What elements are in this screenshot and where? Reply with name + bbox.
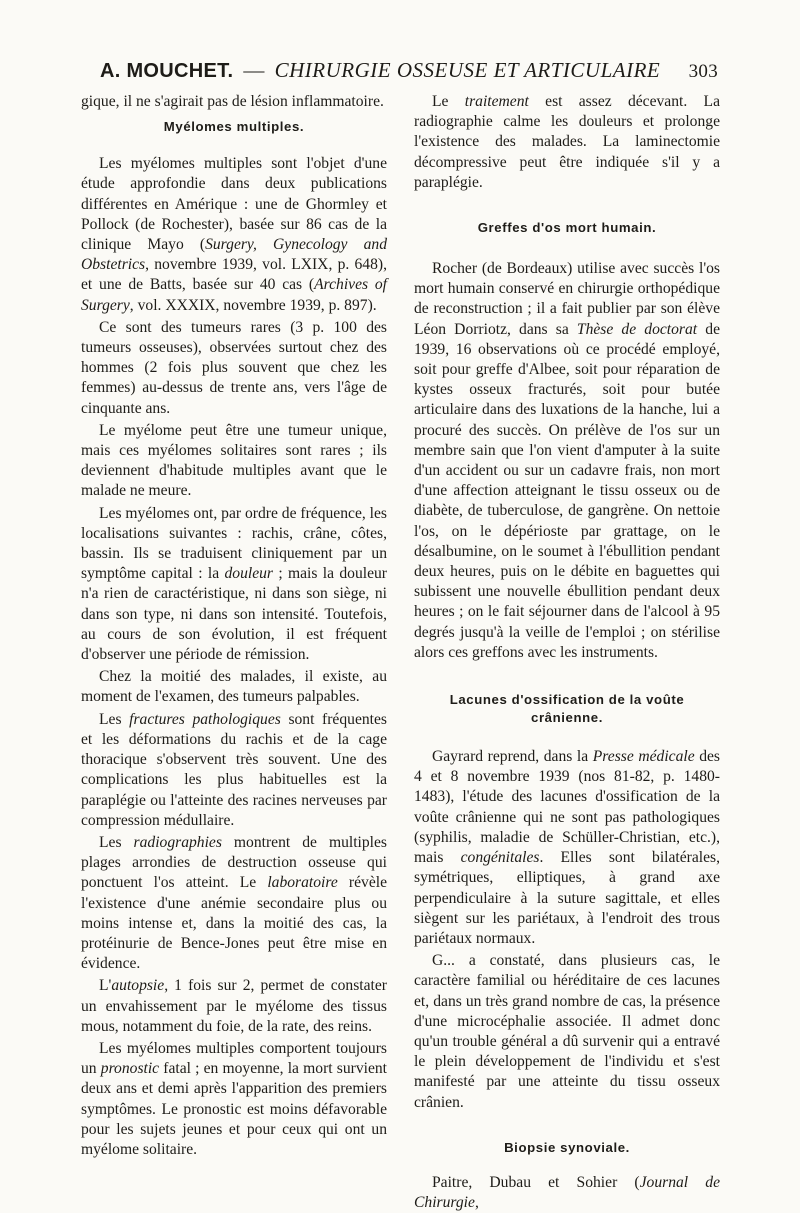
paragraph: Le traitement est assez décevant. La radiographie calme les douleurs et prolonge l'existence des malades. La laminectomie décompressive peut être indiquée s'il y a paraplégie. xyxy=(414,93,720,191)
paragraph: G... a constaté, dans plusieurs cas, le caractère familial ou héréditaire de ces lacunes et, dans un très grand nombre de cas, la présence d'une microcéphalie associée. Il admet donc qu'un trouble général a dû survenir qui a entravé le plein développement de l'individu et s'est manifesté par une atteinte du tissu osseux crânien. xyxy=(414,952,720,1111)
paragraph: Les fractures pathologiques sont fréquentes et les déformations du rachis et de la cage thoracique s'observent très souvent. Une des complications les plus habituelles est la paraplégie ou l'atteinte des racines nerveuses par compression médullaire. xyxy=(81,710,387,829)
section-heading-greffes: Greffes d'os mort humain. xyxy=(477,220,657,236)
section-heading-lacunes: Lacunes d'ossification de la voûte crânienne. xyxy=(449,692,685,726)
paragraph: Rocher (de Bordeaux) utilise avec succès l'os mort humain conservé en chirurgie orthopédique de reconstruction ; il a fait publier par son élève Léon Dorriotz, dans sa Thèse de doctorat de 1939, 16 observations où ce procédé employé, soit pour greffe d'Albee, soit pour réparation de kystes osseux fracturés, soit pour butée articulaire dans des luxations de la hanche, lui a procuré des succès. On prélève de l'os sur un membre sain que l'on vient d'amputer à la suite d'un accident ou sur un cadavre frais, non mort d'une affection atteignant le tissu osseux ou de diabète, de tuberculose, de gangrène. On nettoie l'os, on le dépériostе par grattage, on le désalbumine, on le soumet à l'ébullition pendant deux heures, puis on le débite en baguettes qui subissent une nouvelle ébullition pendant deux heures ; on le fait séjourner dans de l'alcool à 95 degrés jusqu'à la veille de l'emploi ; on stérilise alors ces greffons avec les instruments. xyxy=(414,260,720,661)
paragraph: Gayrard reprend, dans la Presse médicale des 4 et 8 novembre 1939 (nos 81-82, p. 1480-1483), l'étude des lacunes d'ossification de la voûte crânienne qui ne sont pas pathologiques (syphilis, maladie de Schüller-Christian, etc.), mais congénitales. Elles sont bilatérales, symétriques, elliptiques, à grand axe perpendiculaire à la suture sagittale, et elles siègent sur les pariétaux, à l'endroit des trous pariétaux normaux. xyxy=(414,748,720,947)
header-separator: — xyxy=(243,58,265,82)
paragraph: Les myélomes ont, par ordre de fréquence, les localisations suivantes : rachis, crâne, côtes, bassin. Ils se traduisent cliniquement par un symptôme capital : la douleur ; mais la douleur n'a rien de caractéristique, ni dans son siège, ni dans son type, ni dans son intensité. Toutefois, au cours de son évolution, il est fréquent d'observer une période de rémission. xyxy=(81,504,387,664)
paragraph: Les myélomes multiples sont l'objet d'une étude approfondie dans deux publications différentes en Amérique : une de Ghormley et Pollock (de Rochester), basée sur 86 cas de la clinique Mayo (Surgery, Gynecology and Obstetrics, novembre 1939, vol. LXIX, p. 648), et une de Batts, basée sur 40 cas (Archives of Surgery, vol. XXXIX, novembre 1939, p. 897). xyxy=(81,155,387,314)
paragraph: gique, il ne s'agirait pas de lésion inflammatoire. xyxy=(81,93,384,110)
right-column xyxy=(414,92,720,1213)
paragraph: Les myélomes multiples comportent toujours un pronostic fatal ; en moyenne, la mort survient deux ans et demi après l'apparition des premiers symptômes. Le pronostic est moins défavorable pour les sujets jeunes et pour ceux qui ont un myélome solitaire. xyxy=(81,1039,387,1158)
left-column xyxy=(81,92,387,1160)
section-heading-myelomes: Myélomes multiples. xyxy=(163,119,305,135)
header-author: A. MOUCHET. xyxy=(100,60,234,82)
page-number: 303 xyxy=(688,61,718,82)
paragraph: Paitre, Dubau et Sohier (Journal de Chirurgie, xyxy=(414,1173,720,1211)
header-title: CHIRURGIE OSSEUSE ET ARTICULAIRE xyxy=(274,58,661,82)
section-heading-biopsie: Biopsie synoviale. xyxy=(504,1139,630,1155)
paragraph: Ce sont des tumeurs rares (3 p. 100 des tumeurs osseuses), observées surtout chez des hommes (2 fois plus souvent que chez les femmes) au-dessus de trente ans, vers l'âge de cinquante ans. xyxy=(81,318,387,417)
running-header xyxy=(100,58,718,83)
paragraph: Les radiographies montrent de multiples plages arrondies de destruction osseuse qui ponctuent l'os atteint. Le laboratoire révèle l'existence d'une anémie secondaire plus ou moins intense et, dans la moitié des cas, la protéinurie de Bence-Jones peut être mise en évidence. xyxy=(81,833,387,973)
paragraph: Chez la moitié des malades, il existe, au moment de l'examen, des tumeurs palpables. xyxy=(81,668,387,706)
paragraph: Le myélome peut être une tumeur unique, mais ces myélomes solitaires sont rares ; ils deviennent d'habitude multiples avant que le malade ne meure. xyxy=(81,421,387,500)
paragraph: L'autopsie, 1 fois sur 2, permet de constater un envahissement par le myélome des tissus mous, notamment du foie, de la rate, des reins. xyxy=(81,977,387,1035)
